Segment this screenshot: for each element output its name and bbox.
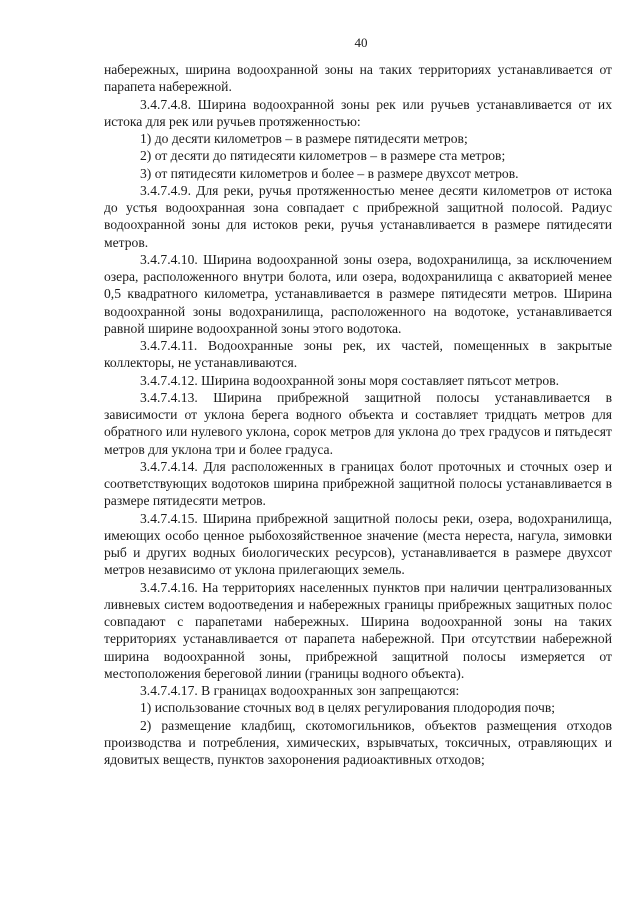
paragraph: 3.4.7.4.15. Ширина прибрежной защитной полосы реки, озера, водохранилища, имеющих особо ценное рыбохозяйственное значение (места нереста, нагула, зимовки рыб и других водных биологических ресурсов), устанавливается в размере двухсот метров независимо от уклона прилегающих земель. — [104, 510, 612, 578]
list-item: 1) использование сточных вод в целях регулирования плодородия почв; — [140, 700, 556, 716]
paragraph: 3.4.7.4.8. Ширина водоохранной зоны рек или ручьев устанавливается от их истока для рек или ручьев протяженностью: — [104, 96, 612, 129]
document-page — [104, 34, 612, 768]
page-number: 40 — [354, 35, 368, 50]
paragraph: 3.4.7.4.16. На территориях населенных пунктов при наличии централизованных ливневых систем водоотведения и набережных границы прибрежных защитных полос совпадают с парапетами набережных. Ширина водоохранной зоны на таких территориях устанавливается от парапета набережной. При отсутствии набережной ширина водоохранной зоны, прибрежной защитной полосы измеряется от местоположения береговой линии (границы водного объекта). — [104, 579, 612, 681]
paragraph: 3.4.7.4.10. Ширина водоохранной зоны озера, водохранилища, за исключением озера, расположенного внутри болота, или озера, водохранилища с акваторией менее 0,5 квадратного километра, устанавливается в размере пятидесяти метров. Ширина водоохранной зоны водохранилища, расположенного на водотоке, устанавливается равной ширине водоохранной зоны этого водотока. — [104, 251, 612, 336]
paragraph: 3.4.7.4.14. Для расположенных в границах болот проточных и сточных озер и соответствующих водотоков ширина прибрежной защитной полосы устанавливается в размере пятидесяти метров. — [104, 458, 612, 509]
list-item: 3) от пятидесяти километров и более – в размере двухсот метров. — [140, 165, 519, 181]
paragraph: 3.4.7.4.17. В границах водоохранных зон запрещаются: — [140, 683, 460, 698]
paragraph: 3.4.7.4.11. Водоохранные зоны рек, их частей, помещенных в закрытые коллекторы, не устанавливаются. — [104, 338, 612, 371]
list-item: 2) размещение кладбищ, скотомогильников, объектов размещения отходов производства и потребления, химических, взрывчатых, токсичных, отравляющих и ядовитых веществ, пунктов захоронения радиоактивных отходов; — [104, 717, 612, 767]
list-item: 2) от десяти до пятидесяти километров – в размере ста метров; — [140, 148, 506, 164]
paragraph: 3.4.7.4.9. Для реки, ручья протяженностью менее десяти километров от истока до устья водоохранная зона совпадает с прибрежной защитной полосой. Радиус водоохранной зоны для истоков реки, ручья устанавливается в размере пятидесяти метров. — [104, 182, 612, 250]
document-body — [104, 61, 612, 768]
paragraph: 3.4.7.4.12. Ширина водоохранной зоны моря составляет пятьсот метров. — [140, 372, 560, 388]
paragraph: набережных, ширина водоохранной зоны на таких территориях устанавливается от парапета набережной. — [104, 62, 612, 95]
list-item: 1) до десяти километров – в размере пятидесяти метров; — [140, 131, 468, 146]
paragraph: 3.4.7.4.13. Ширина прибрежной защитной полосы устанавливается в зависимости от уклона берега водного объекта и составляет тридцать метров для обратного или нулевого уклона, сорок метров для уклона до трех градусов и пятьдесят метров для уклона три и более градуса. — [104, 389, 612, 457]
